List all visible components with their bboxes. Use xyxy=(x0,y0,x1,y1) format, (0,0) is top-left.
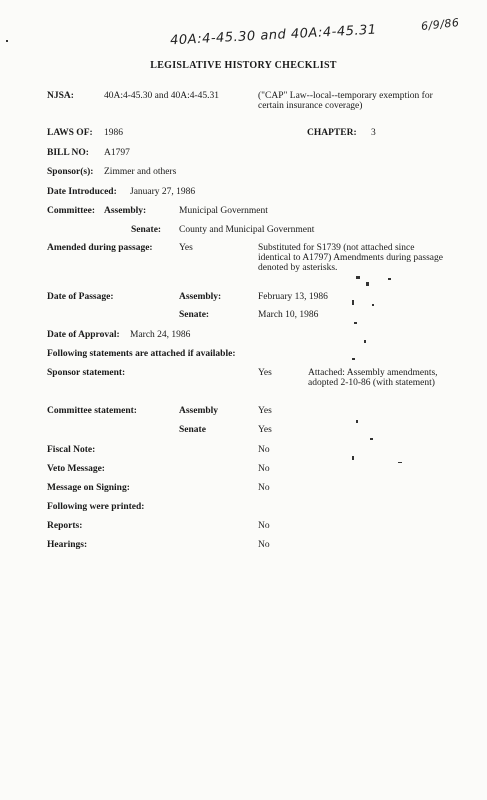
veto-message-value: No xyxy=(258,464,270,474)
fiscal-note-value: No xyxy=(258,445,270,455)
committee-senate-value: County and Municipal Government xyxy=(179,225,315,235)
following-printed-heading: Following were printed: xyxy=(47,502,145,512)
reports-label: Reports: xyxy=(47,521,83,531)
sponsor-statement-note: Attached: Assembly amendments, adopted 2-10-86 (with statement) xyxy=(308,368,438,388)
committee-statement-label: Committee statement: xyxy=(47,406,137,416)
committee-statement-assembly-label: Assembly xyxy=(179,406,219,416)
sponsor-statement-value: Yes xyxy=(258,368,272,378)
sponsors-label: Sponsor(s): xyxy=(47,167,94,177)
sponsors-value: Zimmer and others xyxy=(104,167,177,177)
sponsor-statement-label: Sponsor statement: xyxy=(47,368,126,378)
following-attached-heading: Following statements are attached if available: xyxy=(47,349,236,359)
date-of-approval-value: March 24, 1986 xyxy=(130,330,191,340)
committee-statement-senate-value: Yes xyxy=(258,425,272,435)
message-on-signing-label: Message on Signing: xyxy=(47,483,130,493)
handwritten-date: 6/9/86 xyxy=(420,16,460,33)
laws-of-label: LAWS OF: xyxy=(47,128,93,138)
laws-of-value: 1986 xyxy=(104,128,123,138)
date-of-approval-label: Date of Approval: xyxy=(47,330,120,340)
veto-message-label: Veto Message: xyxy=(47,464,105,474)
handwritten-statute-note: 40A:4-45.30 and 40A:4-45.31 xyxy=(169,22,377,49)
chapter-value: 3 xyxy=(371,128,376,138)
hearings-value: No xyxy=(258,540,270,550)
passage-assembly-value: February 13, 1986 xyxy=(258,292,328,302)
date-introduced-value: January 27, 1986 xyxy=(130,187,196,197)
committee-senate-label: Senate: xyxy=(131,225,162,235)
committee-statement-senate-label: Senate xyxy=(179,425,206,435)
amended-label: Amended during passage: xyxy=(47,243,153,253)
date-introduced-label: Date Introduced: xyxy=(47,187,117,197)
passage-senate-label: Senate: xyxy=(179,310,210,320)
fiscal-note-label: Fiscal Note: xyxy=(47,445,96,455)
njsa-value: 40A:4-45.30 and 40A:4-45.31 xyxy=(104,91,220,101)
committee-assembly-label: Assembly: xyxy=(104,206,147,216)
date-of-passage-label: Date of Passage: xyxy=(47,292,114,302)
passage-senate-value: March 10, 1986 xyxy=(258,310,319,320)
message-on-signing-value: No xyxy=(258,483,270,493)
bill-no-label: BILL NO: xyxy=(47,148,89,158)
committee-assembly-value: Municipal Government xyxy=(179,206,268,216)
bill-no-value: A1797 xyxy=(104,148,130,158)
hearings-label: Hearings: xyxy=(47,540,88,550)
reports-value: No xyxy=(258,521,270,531)
amended-value: Yes xyxy=(179,243,193,253)
page-title: LEGISLATIVE HISTORY CHECKLIST xyxy=(150,60,337,71)
njsa-description: ("CAP" Law--local--temporary exemption for certain insurance coverage) xyxy=(258,91,433,111)
passage-assembly-label: Assembly: xyxy=(179,292,222,302)
committee-label: Committee: xyxy=(47,206,96,216)
amended-note: Substituted for S1739 (not attached since identical to A1797) Amendments during passage denoted by asterisks. xyxy=(258,243,443,273)
chapter-label: CHAPTER: xyxy=(307,128,357,138)
committee-statement-assembly-value: Yes xyxy=(258,406,272,416)
njsa-label: NJSA: xyxy=(47,91,74,101)
